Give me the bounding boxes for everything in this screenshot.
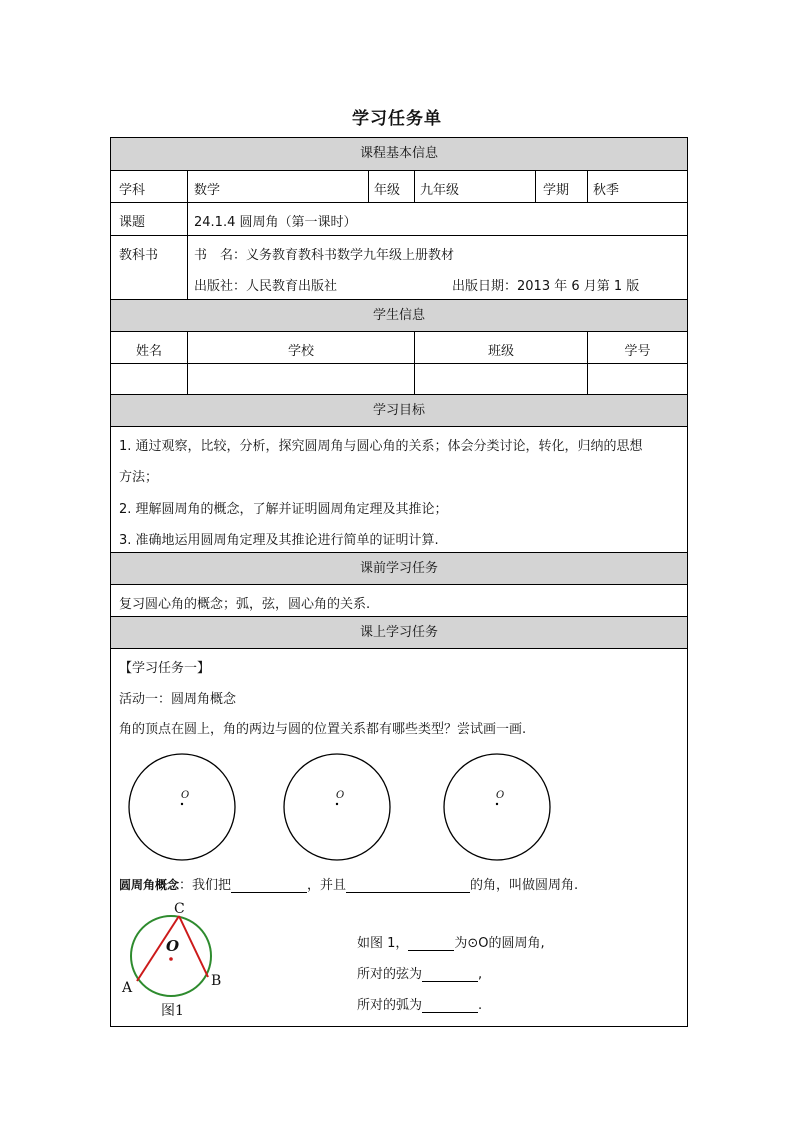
grade-label: 年级 <box>374 183 401 198</box>
concept-mid: ，并且 <box>307 878 347 893</box>
concept-prefix: ：我们把 <box>179 878 232 893</box>
textbook-label: 教科书 <box>119 248 159 263</box>
figure-caption: 图1 <box>161 1003 184 1019</box>
subject-label: 学科 <box>119 183 146 198</box>
figure-question-3 <box>357 994 482 1013</box>
concept-blank-1[interactable] <box>231 878 307 893</box>
concept-blank-2[interactable] <box>346 878 470 893</box>
q2-end: , <box>478 967 483 982</box>
task-heading: 【学习任务一】 <box>119 661 211 676</box>
textbook-publisher: 出版社：人民教育出版社 <box>194 279 338 294</box>
figure-point-a: A <box>122 980 133 996</box>
student-name-cell[interactable] <box>111 364 187 394</box>
circle-3-center-label: O <box>496 790 505 801</box>
q3-text: 所对的弧为 <box>357 998 423 1013</box>
section-goals: 学习目标 <box>111 395 687 426</box>
figure-question-1 <box>357 932 545 951</box>
task-sheet-table <box>110 137 688 1027</box>
student-school-cell[interactable] <box>188 364 414 394</box>
q3-end: . <box>478 998 483 1013</box>
q1-blank[interactable] <box>408 936 454 951</box>
student-class-cell[interactable] <box>415 364 587 394</box>
subject-value: 数学 <box>194 183 221 198</box>
section-in-class-task: 课上学习任务 <box>111 617 687 648</box>
section-basic-info: 课程基本信息 <box>111 138 687 170</box>
figure-point-b: B <box>211 973 222 989</box>
q2-text: 所对的弦为 <box>357 967 423 982</box>
drawing-circle-2[interactable] <box>282 752 392 862</box>
circle-1-center-label: O <box>181 790 190 801</box>
goal-2: 2. 理解圆周角的概念，了解并证明圆周角定理及其推论； <box>119 502 448 517</box>
concept-sentence <box>119 874 578 893</box>
goal-1-continued: 方法； <box>119 470 159 485</box>
figure-point-o: O <box>166 937 180 955</box>
term-value: 秋季 <box>593 183 620 198</box>
goal-3: 3. 准确地运用圆周角定理及其推论进行简单的证明计算. <box>119 533 439 548</box>
student-name-header: 姓名 <box>135 344 162 359</box>
drawing-circle-1[interactable] <box>127 752 237 862</box>
topic-label: 课题 <box>119 215 146 230</box>
student-id-cell[interactable] <box>588 364 687 394</box>
term-label: 学期 <box>543 183 570 198</box>
topic-value: 24.1.4 圆周角（第一课时） <box>194 215 357 230</box>
student-id-header: 学号 <box>624 344 651 359</box>
figure-question-2 <box>357 963 482 982</box>
textbook-name: 书 名：义务教育教科书数学九年级上册教材 <box>194 248 455 263</box>
section-pre-task: 课前学习任务 <box>111 553 687 584</box>
section-student-info: 学生信息 <box>111 300 687 331</box>
activity-title: 活动一：圆周角概念 <box>119 692 237 707</box>
q1-suffix: 为⊙O的圆周角, <box>454 936 545 951</box>
student-class-header: 班级 <box>487 344 514 359</box>
figure-point-c: C <box>174 901 185 917</box>
concept-label: 圆周角概念 <box>119 878 180 892</box>
q2-blank[interactable] <box>422 967 478 982</box>
goal-1: 1. 通过观察，比较，分析，探究圆周角与圆心角的关系；体会分类讨论，转化，归纳的思想 <box>119 439 643 454</box>
textbook-pub-date: 出版日期：2013 年 6 月第 1 版 <box>452 279 640 294</box>
q3-blank[interactable] <box>422 998 478 1013</box>
student-school-header: 学校 <box>287 344 314 359</box>
grade-value: 九年级 <box>420 183 460 198</box>
drawing-circle-3[interactable] <box>442 752 552 862</box>
concept-suffix: 的角，叫做圆周角. <box>470 878 579 893</box>
activity-question: 角的顶点在圆上，角的两边与圆的位置关系都有哪些类型？尝试画一画. <box>119 722 527 737</box>
circle-2-center-label: O <box>336 790 345 801</box>
page-title: 学习任务单 <box>352 109 442 129</box>
figure-1-diagram <box>129 914 213 998</box>
q1-prefix: 如图 1， <box>357 936 409 951</box>
pre-task-text: 复习圆心角的概念；弧，弦，圆心角的关系. <box>119 597 371 612</box>
